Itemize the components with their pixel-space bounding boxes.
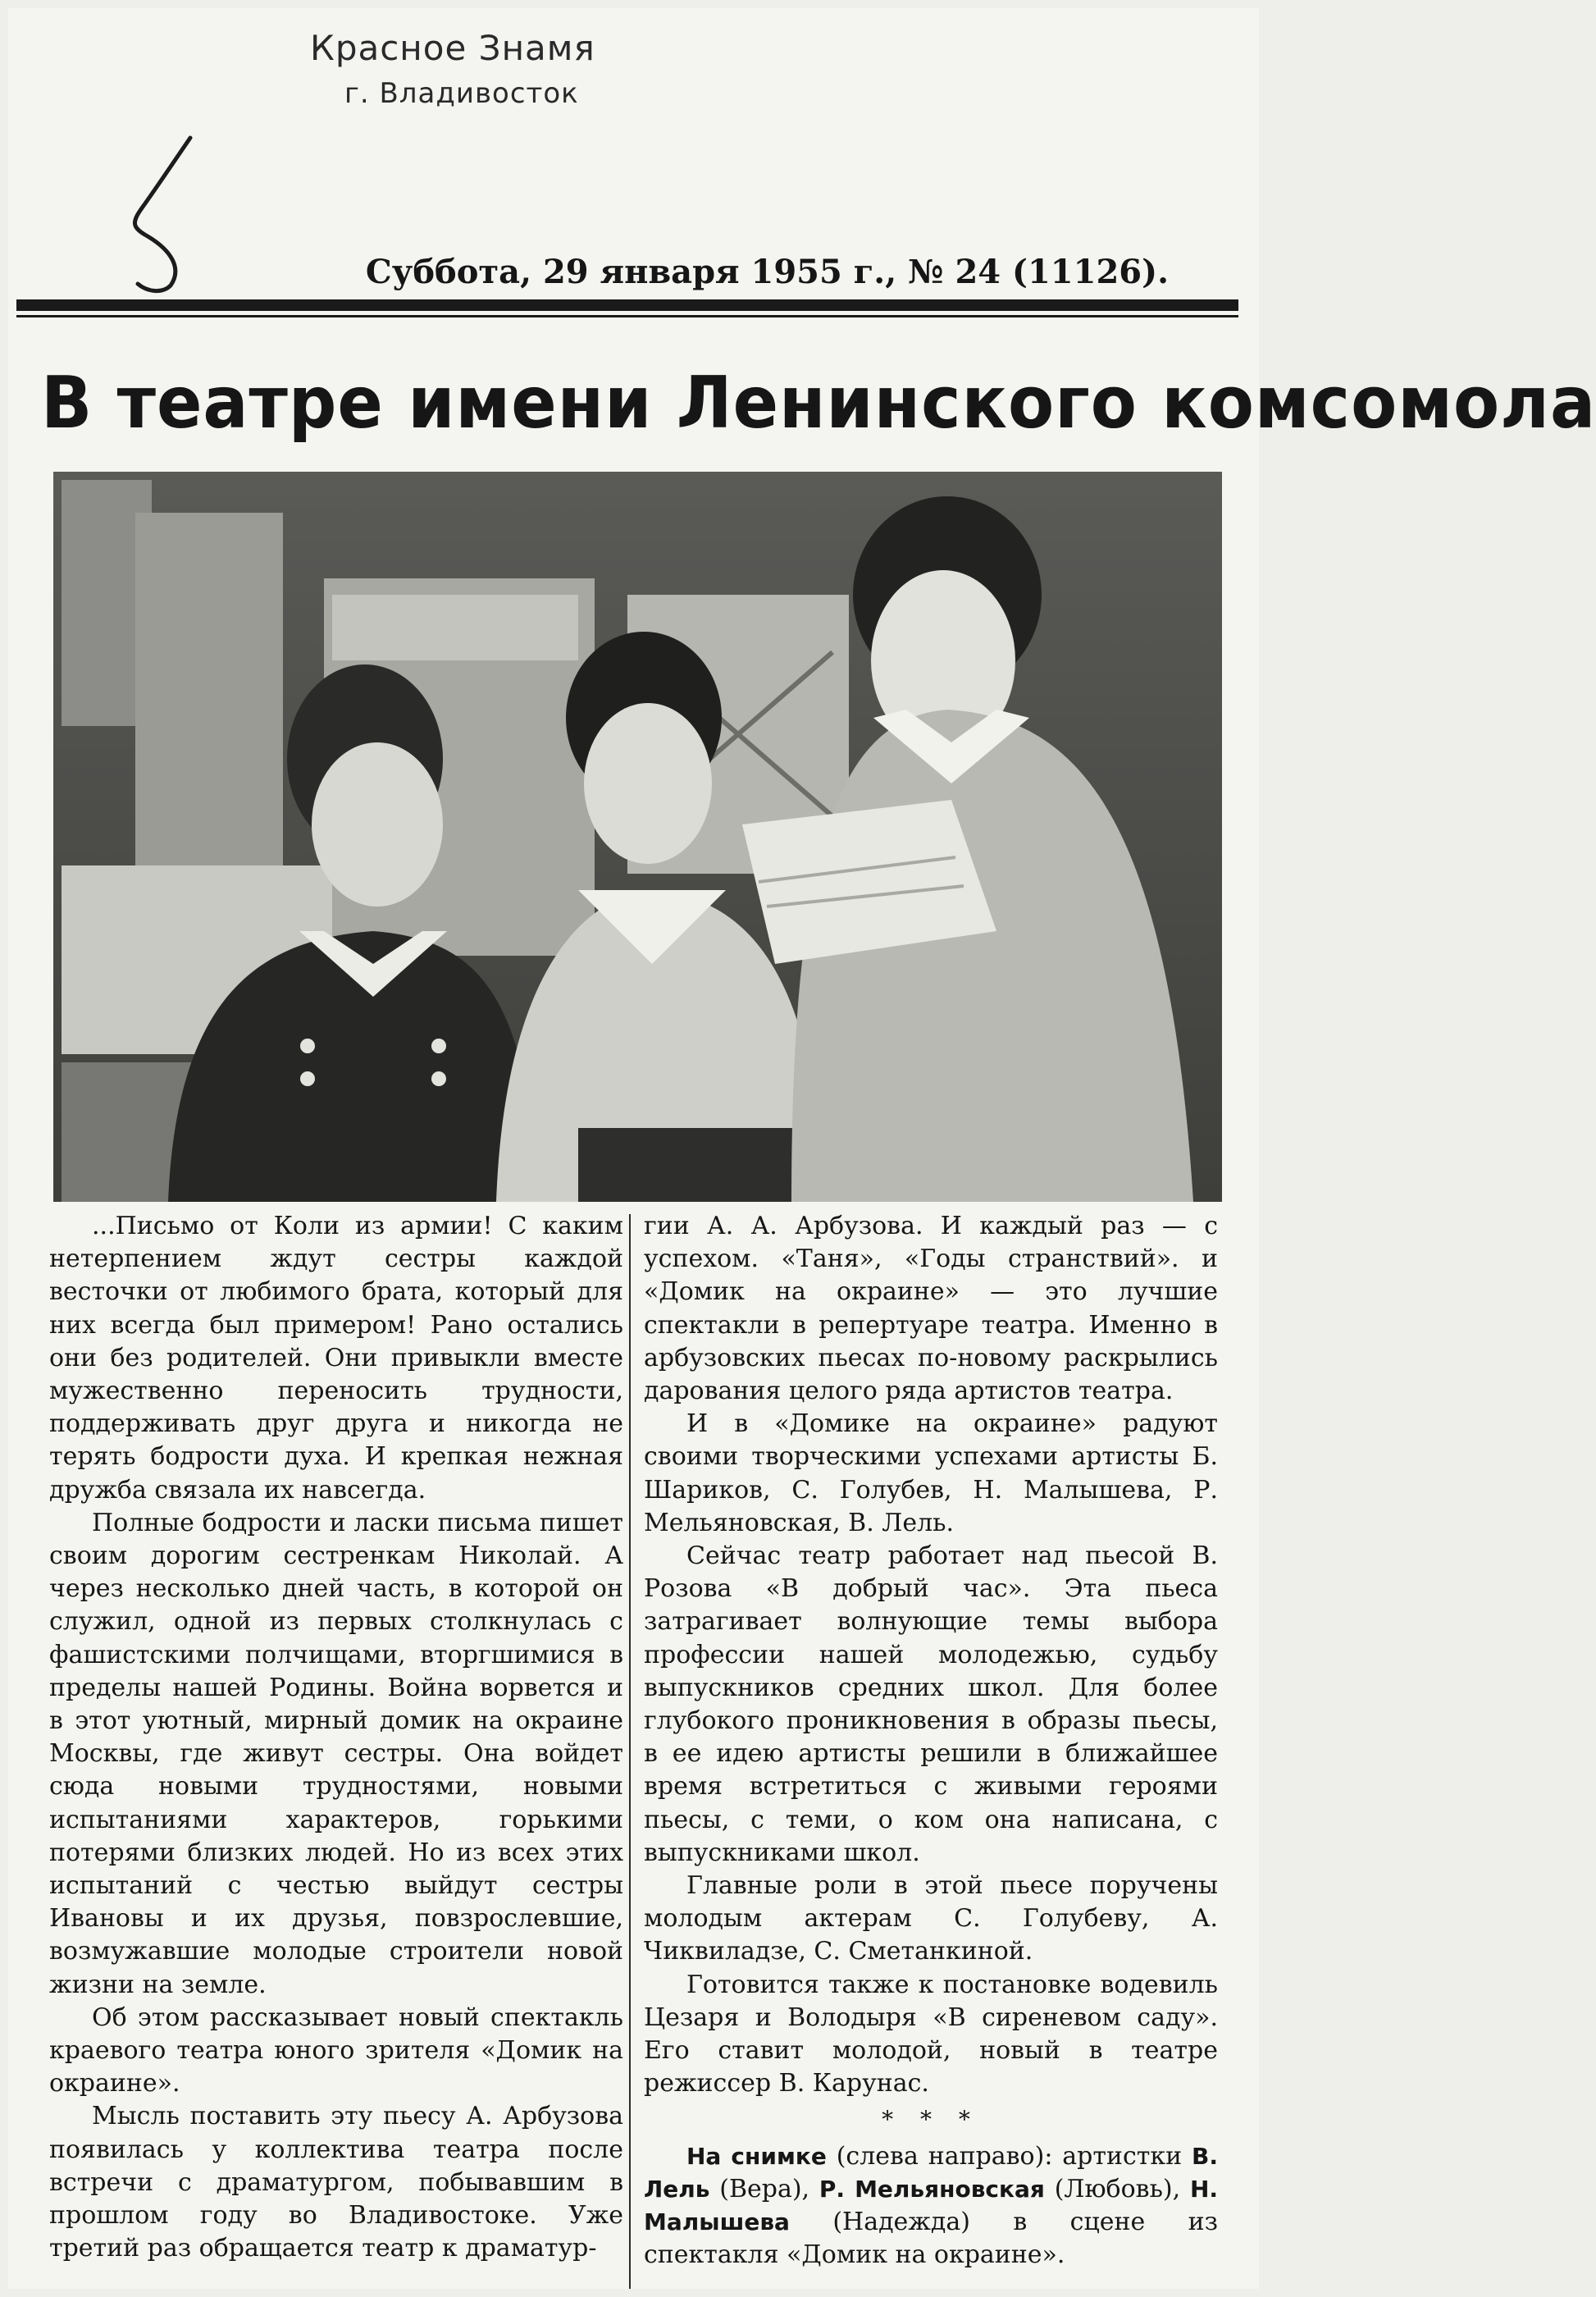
caption-actor: Н. Малышева: [644, 2175, 1219, 2236]
masthead-rule: [16, 299, 1238, 311]
caption-text: (Вера),: [709, 2174, 819, 2203]
headline: В театре имени Ленинского комсомола: [41, 361, 1596, 445]
stage-photo: [53, 472, 1222, 1202]
caption-actor: Р. Мельяновская: [819, 2175, 1045, 2203]
newspaper-name-stamp: Красное Знамя: [310, 28, 595, 68]
article-paragraph: Готовится также к постановке водевиль Цезаря и Володыря «В сиреневом саду». Его ставит молодой, новый в театре режиссер В. Карунас.: [644, 1970, 1218, 2098]
newspaper-clipping: [8, 8, 1596, 2289]
dateline: Суббота, 29 января 1955 г., № 24 (11126).: [365, 253, 1169, 291]
article-paragraph: Сейчас театр работает над пьесой В. Розова «В добрый час». Эта пьеса затрагивает волнующие темы выбора профессии нашей молодежью, судьбу выпускников средних школ. Для более глубокого проникновения в образы пьесы, в ее идею артисты решили в ближайшее время встретиться с живыми героями пьесы, с теми, о ком она написана, с выпускниками школ.: [644, 1541, 1218, 1867]
column-divider: [629, 1214, 631, 2289]
section-separator: * * *: [882, 2106, 980, 2134]
caption-actor: В. Лель: [644, 2142, 1218, 2203]
photo-caption: [644, 2140, 1218, 2272]
article-paragraph: ...Письмо от Коли из армии! С каким нетерпением ждут сестры каждой весточки от любимого брата, который для них всегда был примером! Рано остались они без родителей. Они привыкли вместе мужественно переносить трудности, поддерживать друг друга и никогда не терять бодрости духа. И крепкая нежная дружба связала их навсегда.: [49, 1212, 623, 1505]
caption-text: (Любовь),: [1044, 2174, 1190, 2203]
caption-text: (Надежда) в сцене из спектакля «Домик на окраине».: [644, 2208, 1218, 2270]
masthead-rule-thin: [16, 315, 1238, 317]
caption-text: (слева направо): артистки: [826, 2141, 1192, 2171]
article-paragraph: Главные роли в этой пьесе поручены молодым актерам С. Голубеву, А. Чиквиладзе, С. Сметанкиной.: [644, 1871, 1218, 1966]
article-paragraph-continued: гии А. А. Арбузова. И каждый раз — с успехом. «Таня», «Годы странствий». и «Домик на окраине» — это лучшие спектакли в репертуаре театра. Именно в арбузовских пьесах по-новому раскрылись дарования целого ряда артистов театра.: [644, 1212, 1218, 1406]
article-paragraph: И в «Домике на окраине» радуют своими творческими успехами артисты Б. Шариков, С. Голубев, Н. Малышева, Р. Мельяновская, В. Лель.: [644, 1409, 1218, 1537]
caption-label: На снимке: [686, 2142, 827, 2170]
article-column-right: [644, 1210, 1218, 2272]
article-paragraph: Полные бодрости и ласки письма пишет своим дорогим сестренкам Николай. А через несколько дней часть, в которой он служил, одной из первых столкнулась с фашистскими полчищами, вторгшимися в пределы нашей Родины. Война ворвется и в этот уютный, мирный домик на окраине Москвы, где живут сестры. Она войдет сюда новыми трудностями, новыми испытаниями характеров, горькими потерями близких людей. Но из всех этих испытаний с честью выйдут сестры Ивановы и их друзья, повзрослевшие, возмужавшие молодые строители новой жизни на земле.: [49, 1508, 623, 1999]
article-paragraph: Об этом рассказывает новый спектакль краевого театра юного зрителя «Домик на окраине».: [49, 2002, 623, 2098]
article-paragraph: Мысль поставить эту пьесу А. Арбузова появилась у коллектива театра после встречи с драматургом, побывавшим в прошлом году во Владивостоке. Уже третий раз обращается театр к драматур-: [49, 2102, 623, 2263]
article-column-left: [49, 1210, 623, 2266]
city-stamp: г. Владивосток: [344, 77, 579, 110]
handwritten-mark: [123, 131, 205, 295]
